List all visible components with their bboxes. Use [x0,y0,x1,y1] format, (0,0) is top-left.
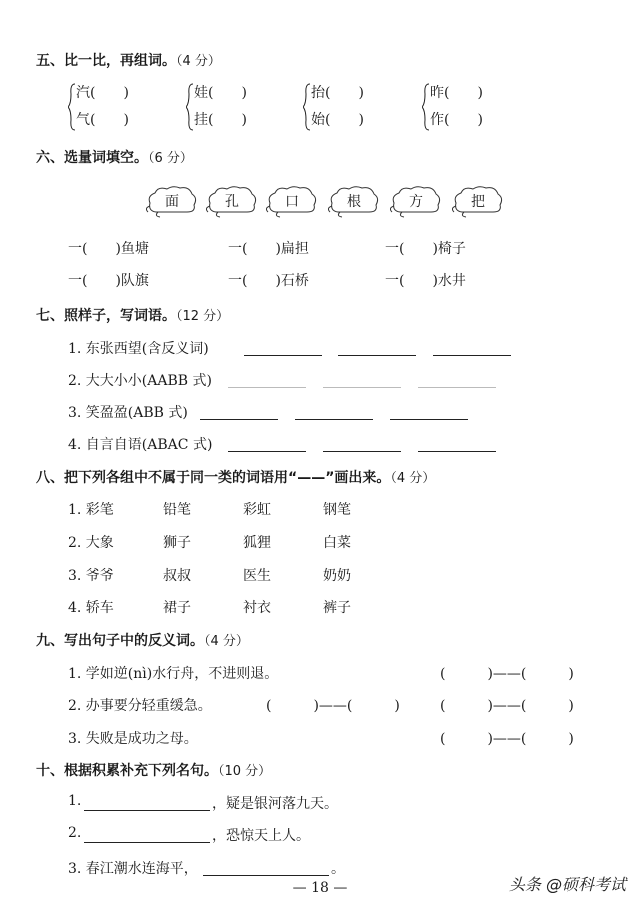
brace-icon [186,82,194,132]
word-cell: 衬衣 [243,600,271,616]
section-8-score: （4 分） [390,471,436,486]
section-8-title: 八、把下列各组中不属于同一类的词语用“——”画出来。 [36,470,391,486]
poem-line-number: 2. [68,825,82,841]
antonym-blank[interactable]: ( )——( ) [266,698,400,714]
compare-word-b: 挂( ) [194,112,247,128]
word-cell: 裤子 [323,600,351,616]
section-10-heading [36,760,271,780]
antonym-blank[interactable]: ( )——( ) [440,731,574,747]
brace-icon [422,82,430,132]
word-cell: 4. 轿车 [68,600,114,616]
compare-word-a: 昨( ) [430,85,483,101]
section-5-heading [36,50,221,70]
word-cell: 白菜 [323,535,351,551]
measure-word-cloud [266,184,318,218]
compare-word-a: 汽( ) [76,85,129,101]
measure-word-cloud [390,184,442,218]
section-9-score: （4 分） [204,634,249,649]
word-cell: 1. 彩笔 [68,502,114,518]
section-6-title: 六、选量词填空。 [36,150,148,166]
sentence: 2. 办事要分轻重缓急。 [68,698,212,714]
answer-line[interactable] [228,451,306,452]
section-6-heading [36,147,193,167]
measure-word: 把 [471,194,485,210]
word-cell: 钢笔 [323,502,351,518]
compare-group-4 [422,82,532,132]
section-5-title: 五、比一比，再组词。 [36,53,176,69]
fill-item: 一( )水井 [385,273,466,289]
fill-item: 一( )鱼塘 [68,241,149,257]
compare-word-a: 抬( ) [311,85,364,101]
compare-word-b: 作( ) [430,112,483,128]
word-cell: 狐狸 [243,535,271,551]
page-number: — 18 — [292,880,348,896]
sentence: 3. 失败是成功之母。 [68,731,198,747]
measure-word-cloud [206,184,258,218]
watermark: 头条 @硕科考试 [508,875,626,894]
word-cell: 奶奶 [323,568,351,584]
poem-line-tail: ，恐惊天上人。 [212,828,310,844]
word-cell: 铅笔 [163,502,191,518]
section-10-score: （10 分） [218,764,272,779]
fill-item: 一( )椅子 [385,241,466,257]
brace-icon [68,82,76,132]
sentence: 1. 学如逆(nì)水行舟，不进则退。 [68,666,279,682]
answer-line[interactable] [433,355,511,356]
compare-word-b: 气( ) [76,112,129,128]
answer-line[interactable] [228,387,306,388]
section-6-score: （6 分） [148,151,193,166]
section-7-title: 七、照样子，写词语。 [36,308,176,324]
measure-word: 孔 [225,194,239,210]
word-cell: 3. 爷爷 [68,568,114,584]
measure-word: 面 [165,194,179,210]
measure-word: 方 [409,194,423,210]
answer-line[interactable] [323,387,401,388]
word-cell: 彩虹 [243,502,271,518]
example-word: 1. 东张西望(含反义词) [68,341,209,357]
section-9-title: 九、写出句子中的反义词。 [36,633,204,649]
fill-item: 一( )扁担 [228,241,309,257]
measure-word: 根 [347,194,361,210]
answer-line[interactable] [390,419,468,420]
antonym-blank[interactable]: ( )——( ) [440,698,574,714]
fill-item: 一( )队旗 [68,273,149,289]
example-word: 4. 自言自语(ABAC 式) [68,437,213,453]
answer-line[interactable] [200,419,278,420]
word-cell: 2. 大象 [68,535,114,551]
word-cell: 医生 [243,568,271,584]
section-9-heading [36,630,249,650]
section-7-heading [36,305,229,325]
poem-line-number: 1. [68,793,82,809]
answer-line[interactable] [338,355,416,356]
poem-line-tail: ，疑是银河落九天。 [212,796,338,812]
poem-blank[interactable] [203,875,329,876]
antonym-blank[interactable]: ( )——( ) [440,666,574,682]
compare-group-1 [68,82,178,132]
compare-group-3 [303,82,413,132]
answer-line[interactable] [418,387,496,388]
section-8-heading [36,467,435,487]
brace-icon [303,82,311,132]
fill-item: 一( )石桥 [228,273,309,289]
measure-word-cloud [452,184,504,218]
answer-line[interactable] [418,451,496,452]
answer-line[interactable] [323,451,401,452]
measure-word-cloud [328,184,380,218]
compare-word-b: 始( ) [311,112,364,128]
poem-line-head: 3. 春江潮水连海平， [68,861,198,877]
compare-word-a: 娃( ) [194,85,247,101]
section-5-score: （4 分） [176,54,221,69]
answer-line[interactable] [244,355,322,356]
poem-line-tail: 。 [331,861,345,877]
example-word: 3. 笑盈盈(ABB 式) [68,405,188,421]
poem-blank[interactable] [84,842,210,843]
answer-line[interactable] [295,419,373,420]
section-10-title: 十、根据积累补充下列名句。 [36,763,218,779]
example-word: 2. 大大小小(AABB 式) [68,373,212,389]
compare-group-2 [186,82,296,132]
word-cell: 狮子 [163,535,191,551]
word-cell: 裙子 [163,600,191,616]
measure-word: 口 [285,194,299,210]
section-7-score: （12 分） [176,309,230,324]
measure-word-cloud [146,184,198,218]
word-cell: 叔叔 [163,568,191,584]
poem-blank[interactable] [84,810,210,811]
